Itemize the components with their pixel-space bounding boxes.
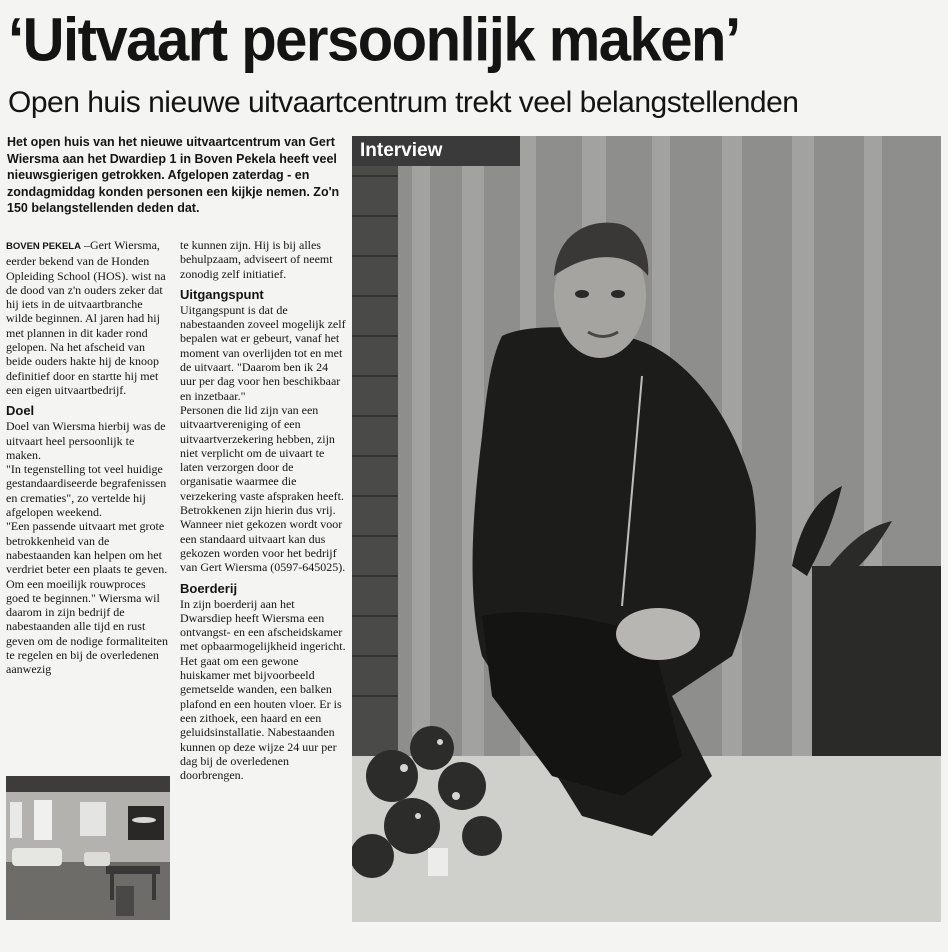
article-column-2 xyxy=(180,238,346,782)
intro-text: –Gert Wiersma, eerder bekend van de Honden Opleiding School (HOS). wist na de dood van z'n ouders zeker dat hij iets in de uitvaartbranche wilde beginnen. Al jaren had hij met plannen in dit kader rond gelopen. Na het afscheid van beide ouders hakte hij de knoop definitief door en startte hij met een eigen uitvaartbedrijf. xyxy=(6,238,166,397)
dateline: BOVEN PEKELA xyxy=(6,241,81,252)
paragraph-intro xyxy=(6,238,170,397)
paragraph-uitgangspunt-2: Personen die lid zijn van een uitvaartvereniging of een uitvaartverzekering hebben, zijn niet verplicht om de uivaart te laten verzorgen door de organisatie waarmee die verzekering vaste afspraken heeft. Betrokkenen zijn hierin dus vrij. Wanneer niet gekozen wordt voor een standaard uitvaart kan dus gekozen worden voor het bedrijf van Gert Wiersma (0597-645025). xyxy=(180,402,346,575)
article-column-1 xyxy=(6,238,170,677)
photo-label: Interview xyxy=(352,136,520,166)
paragraph-uitgangspunt-1: Uitgangspunt is dat de nabestaanden zoveel mogelijk zelf bepalen wat er gebeurt, vanaf het moment van overlijden tot en met de uitvaart. "Daarom ben ik 24 uur per dag voor hen beschikbaar en inzetbaar." xyxy=(180,302,346,403)
room-photo xyxy=(6,776,170,920)
paragraph-continuation: te kunnen zijn. Hij is bij alles behulpzaam, adviseert of neemt zonodig zelf initiatief. xyxy=(180,238,333,281)
intertitle-boerderij: Boerderij xyxy=(180,580,238,596)
paragraph-boerderij: In zijn boerderij aan het Dwarsdiep heeft Wiersma een ontvangst- en een afscheidskamer met opbaarmogelijkheid ingericht. Het gaat om een gewone huiskamer met bijvoorbeeld gemetselde wanden, een balken plafond en een houten vloer. Er is een zithoek, een haard en een geluidsinstallatie. Nabestaanden kunnen op deze wijze 24 uur per dag bij de overledenen doorbrengen. xyxy=(180,596,346,783)
lead-paragraph: Het open huis van het nieuwe uitvaartcentrum van Gert Wiersma aan het Dwardiep 1 in Boven Pekela heeft veel nieuwsgierigen getrokken. Afgelopen zaterdag - en zondagmiddag konden personen een kijkje nemen. Zo'n 150 belangstellenden deden dat. xyxy=(7,135,340,216)
subheadline: Open huis nieuwe uitvaartcentrum trekt veel belangstellenden xyxy=(8,86,799,119)
intertitle-uitgangspunt: Uitgangspunt xyxy=(180,286,264,302)
headline: ‘Uitvaart persoonlijk maken’ xyxy=(8,6,740,75)
paragraph-doel-1: Doel van Wiersma hierbij was de uitvaart heel persoonlijk te maken. xyxy=(6,419,166,462)
paragraph-doel-2: "In tegenstelling tot veel huidige gestandaardiseerde begrafenissen en crematies", zo vertelde hij afgelopen weekend. xyxy=(6,462,167,520)
intertitle-doel: Doel xyxy=(6,403,35,419)
portrait-photo xyxy=(352,136,941,922)
paragraph-doel-3: "Een passende uitvaart met grote betrokkenheid van de nabestaanden kan helpen om het verdriet beter een plaats te geven. Om een moeilijk rouwproces goed te beginnen." Wiersma wil daarom in zijn bedrijf de nabestaanden alle tijd en rust geven om de nodige formaliteiten te regelen en bij de overledenen aanwezig xyxy=(6,519,168,677)
